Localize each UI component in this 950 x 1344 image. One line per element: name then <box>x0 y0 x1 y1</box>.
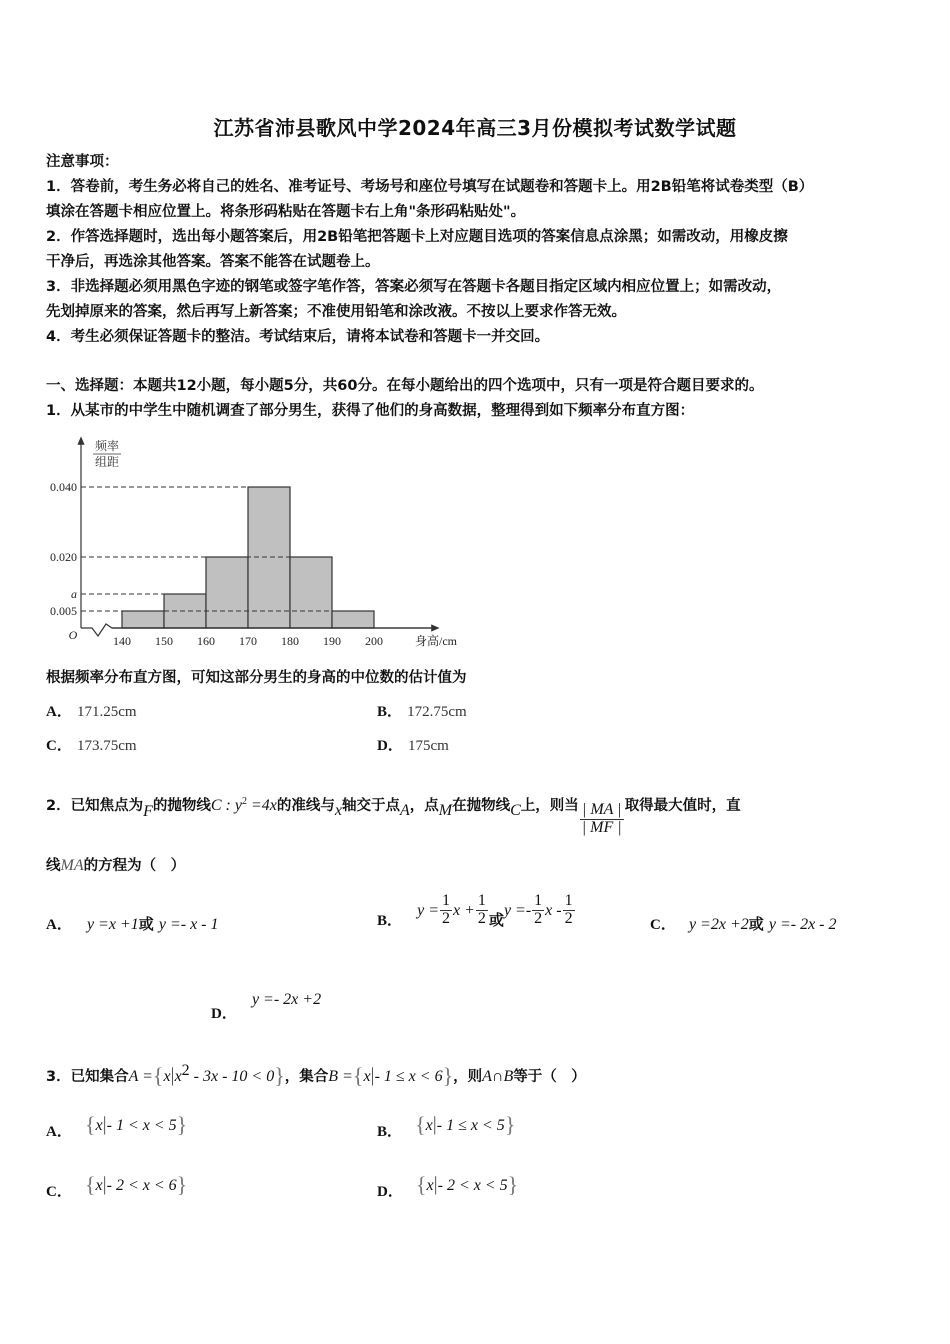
notice-line-3: 2．作答选择题时，选出每小题答案后，用2B铅笔把答题卡上对应题目选项的答案信息点涂黑；如需改动，用橡皮擦 <box>46 229 788 245</box>
bar-180-190 <box>290 557 332 628</box>
x-tick: 190 <box>323 634 341 648</box>
q1-option-d[interactable] <box>377 734 449 755</box>
y-tick-0.020: 0.020 <box>50 550 77 564</box>
x-axis-label: 身高/cm <box>415 634 457 648</box>
q1-question: 根据频率分布直方图，可知这部分男生的身高的中位数的估计值为 <box>46 670 467 686</box>
q2-stem-line2: 线MA的方程为（ ） <box>46 857 186 874</box>
option-value: 171.25cm <box>76 704 137 720</box>
section-heading: 一、选择题：本题共12小题，每小题5分，共60分。在每小题给出的四个选项中，只有一项是符合题目要求的。 <box>46 378 764 394</box>
q1-option-c[interactable] <box>46 734 137 755</box>
y-tick-0.040: 0.040 <box>50 480 77 494</box>
q1-option-b[interactable] <box>377 700 467 721</box>
notice-line-2: 填涂在答题卡相应位置上。将条形码粘贴在答题卡右上角"条形码粘贴处"。 <box>46 204 526 220</box>
y-label-top: 频率 <box>94 439 120 453</box>
q3-stem: 3．已知集合$A =\{x|x^2 - 3x - 10 < 0\}$，集合B ={x|- 1 ≤ x < 6}，则A∩B等于（ ） <box>46 1062 586 1088</box>
notice-line-7: 4．考生必须保证答题卡的整洁。考试结束后，请将本试卷和答题卡一并交回。 <box>46 329 550 345</box>
x-tick: 180 <box>281 634 299 648</box>
option-label: B． <box>377 704 403 720</box>
q3-option-c[interactable]: C． {x|- 2 < x < 6} <box>46 1172 188 1200</box>
option-value: 173.75cm <box>76 738 137 754</box>
notice-line-6: 先划掉原来的答案，然后再写上新答案；不准使用铅笔和涂改液。不按以上要求作答无效。 <box>46 304 626 320</box>
option-label: A． <box>46 704 72 720</box>
q2-option-a[interactable]: A． y =x +1或 y =- x - 1 <box>46 915 219 933</box>
origin-label: O <box>68 628 78 642</box>
ratio-fraction: $\frac{| MA |}{| MF |}$ <box>581 800 622 836</box>
x-tick: 170 <box>239 634 257 648</box>
q3-option-a[interactable]: A． {x|- 1 < x < 5} <box>46 1112 188 1140</box>
q1-stem: 1．从某市的中学生中随机调查了部分男生，获得了他们的身高数据，整理得到如下频率分布直方图： <box>46 403 695 419</box>
bar-140-150 <box>122 611 164 628</box>
bar-160-170 <box>206 557 248 628</box>
option-value: 172.75cm <box>407 704 467 720</box>
option-value: 175cm <box>407 738 449 754</box>
notice-line-1: 1．答卷前，考生务必将自己的姓名、准考证号、考场号和座位号填写在试题卷和答题卡上。用2B铅笔将试卷类型（B） <box>46 179 814 195</box>
notice-line-4: 干净后，再选涂其他答案。答案不能答在试题卷上。 <box>46 254 380 270</box>
y-tick-a: a <box>71 587 77 601</box>
q1-option-a[interactable] <box>46 700 137 721</box>
y-tick-0.005: 0.005 <box>50 604 77 618</box>
q3-option-d[interactable]: D． {x|- 2 < x < 5} <box>377 1172 519 1200</box>
x-tick: 150 <box>155 634 173 648</box>
page-title: 江苏省沛县歌风中学2024年高三3月份模拟考试数学试题 <box>213 116 737 140</box>
q3-option-b[interactable]: B． {x|- 1 ≤ x < 5} <box>377 1112 516 1140</box>
y-label-bottom: 组距 <box>94 455 120 469</box>
q2-option-b[interactable]: B． y = $\frac{1}{2}$ x + $\frac{1}{2}$ 或y =- $\frac{1}{2}$ x - $\frac{1}{2}$ <box>377 892 573 929</box>
q2-option-d[interactable]: D． y =- 2x +2 <box>211 991 322 1022</box>
option-label: C． <box>46 738 72 754</box>
notice-heading: 注意事项： <box>46 154 119 170</box>
option-label: D． <box>377 738 403 754</box>
q2-stem-line1: 2．已知焦点为F的抛物线C : $y^2 =4x$的准线与x轴交于点A，点M在抛物线C上，则当 $\frac{| MA |}{| MF |}$ 取得最大值时，直 <box>46 796 741 836</box>
x-tick: 140 <box>113 634 131 648</box>
bar-190-200 <box>332 611 374 628</box>
x-tick: 200 <box>365 634 383 648</box>
q2-option-c[interactable]: C． y =2x +2或 y =- 2x - 2 <box>650 915 837 933</box>
x-tick: 160 <box>197 634 215 648</box>
notice-line-5: 3．非选择题必须用黑色字迹的钢笔或签字笔作答，答案必须写在答题卡各题目指定区域内相应位置上；如需改动， <box>46 279 782 295</box>
frequency-histogram <box>40 432 480 654</box>
